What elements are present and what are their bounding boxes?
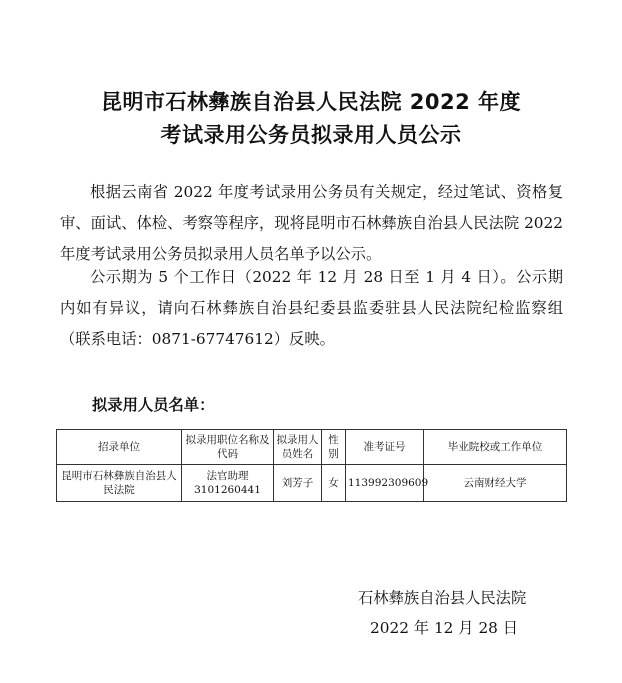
- signature-date: 2022 年 12 月 28 日: [370, 619, 519, 637]
- roster-label: 拟录用人员名单：: [92, 396, 215, 414]
- cell-name: 刘芳子: [274, 465, 322, 502]
- document-title-line-2: 考试录用公务员拟录用人员公示: [160, 123, 462, 147]
- cell-school: 云南财经大学: [424, 465, 567, 502]
- cell-position: [182, 465, 274, 502]
- header-name: 拟录用人员姓名: [274, 430, 322, 465]
- cell-unit: 昆明市石林彝族自治县人民法院: [57, 465, 182, 502]
- announcement-paragraph-1: 根据云南省 2022 年度考试录用公务员有关规定，经过笔试、资格复审、面试、体检、考察等程序，现将昆明市石林彝族自治县人民法院 2022 年度考试录用公务员拟录用人员名单予以公示。: [60, 183, 563, 263]
- cell-position-name: 法官助理: [206, 470, 249, 482]
- header-position: 拟录用职位名称及代码: [182, 430, 274, 465]
- signature-organization: 石林彝族自治县人民法院: [358, 589, 527, 607]
- header-gender: 性别: [322, 430, 346, 465]
- cell-position-code: 3101260441: [194, 484, 261, 496]
- cell-gender: 女: [322, 465, 346, 502]
- roster-header-row: [57, 430, 567, 465]
- header-school: 毕业院校或工作单位: [424, 430, 567, 465]
- table-row: [57, 465, 567, 502]
- header-exam-no: 准考证号: [346, 430, 424, 465]
- roster-table: [56, 429, 567, 502]
- cell-exam-no: 113992309609: [346, 465, 424, 502]
- header-unit: 招录单位: [57, 430, 182, 465]
- announcement-paragraph-2: 公示期为 5 个工作日（2022 年 12 月 28 日至 1 月 4 日）。公示期内如有异议，请向石林彝族自治县纪委县监委驻县人民法院纪检监察组（联系电话：0871-67747612）反映。: [60, 268, 563, 348]
- document-title-line-1: 昆明市石林彝族自治县人民法院 2022 年度: [100, 90, 522, 114]
